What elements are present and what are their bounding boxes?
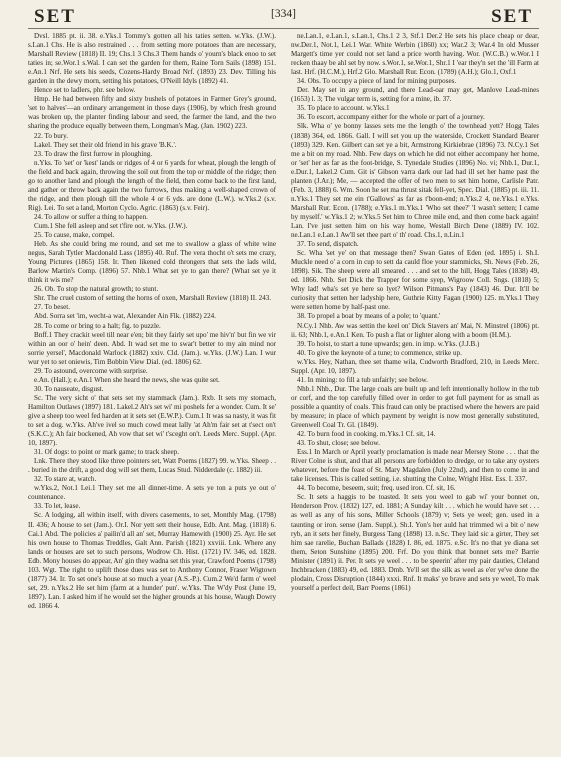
entry-paragraph: 41. In mining: to fill a tub unfairly; see below. bbox=[297, 375, 428, 384]
entry-paragraph: 33. To let, lease. bbox=[34, 502, 81, 511]
column-right bbox=[291, 32, 539, 748]
text-columns bbox=[28, 32, 539, 748]
entry-paragraph: 35. To place to account. w.Yks.1 bbox=[297, 104, 390, 113]
entry-paragraph: ne.Lan.1, e.Lan.1, s.Lan.1, Chs.1 2 3, Stf.1 Der.2 He sets his place cheap or dear, nw.Der.1, Not.1, Lei.1 War. White Werbin (1860) xx; War.2 3; War.4 In old Musser Margett's time yer could not set land a price worth having. Wor. (W.C.B.) w.Wor.1 I recken thaay be ahl set by now. s.Wor.1, se.Wor.1, Shr.1 I 'ear they'n set the 'ill Farm at last. Hrf. (H.C.M.), Hrf.2 Glo. Marshall Rur. Econ. (1789) (A.H.); Glo.1, Oxf.1 bbox=[291, 32, 539, 77]
entry-paragraph: 27. To beset. bbox=[34, 303, 71, 312]
running-head-left: SET bbox=[34, 6, 76, 27]
entry-paragraph: w.Yks. Hey, Nathan, thee set thame wila, Cudworth Bradford, 210, in Leeds Merc. Suppl. (Apr. 10, 1897). bbox=[291, 357, 539, 375]
entry-paragraph: Hence set to ladlers, phr. see below. bbox=[34, 86, 136, 95]
entry-paragraph: 28. To come or bring to a halt; fig. to puzzle. bbox=[34, 321, 161, 330]
entry-paragraph: Shr. The cruel custom of setting the horns of oxen, Marshall Review (1818) II. 243. bbox=[34, 294, 272, 303]
entry-paragraph: Cum.1 She fell asleep and set t'fire oot. w.Yks. (J.W.). bbox=[34, 221, 188, 230]
entry-paragraph: 22. To bury. bbox=[34, 131, 68, 140]
entry-paragraph: 39. To hoist, to start a tune upwards; gen. in imp. w.Yks. (J.J.B.) bbox=[297, 339, 480, 348]
entry-paragraph: Sc. It sets a haggis to be toasted. It sets you weel to gab wi' your bonnet on, Henderson Prov. (1832) 127, ed. 1881; A Sunday kilt . . . which he would have set . . . as well as any of his sons, Miller Schools (1879) v; Sets ye weel; gen. used in a taunting or iron. sense (Jam. Suppl.). Sh.I. Yon's her auld hat trimmed wi a bit o' new ryb, an it sets her finely, Burgess Tang (1898) 13. n.Sc. They laid sic a girter, They set him sae rarelie, Buchan Ballads (1828) I. 86, ed. 1875. e.Sc. It's no that ye diana set them, Seton Sunshine (1895) 200. Frf. Do you think that bonnet sets me? Barrie Minister (1891) ii. Per. It sets ye weel . . . to be speerin' after my pair dauties, Cleland Inchbracken (1883) 49, ed. 1883. Dmb. Ye'll set the silk as weel as e'er ye've done the plodain, Cross Disruption (1844) xxxi. Rnf. It maks' ye brave and sets ye weel, To mak yourself a perfect deil, Barr Poems (1861) bbox=[291, 493, 539, 592]
entry-paragraph: Ess.1 In March or April yearly proclamation is made near Mersey Stone . . . that the River Colne is shut, and that all persons are forbidden to dredge, or to take any oysters whatever, before the feast of St. Mary Magdalen (July 22nd), and then to come in and take licenses. This is called setting, i.e. shutting the Colne, Wright Hist. Ess. I. 337. bbox=[291, 448, 539, 484]
entry-paragraph: 34. Obs. To occupy a piece of land for mining purposes. bbox=[297, 77, 457, 86]
entry-paragraph: 30. To nauseate, disgust. bbox=[34, 384, 104, 393]
entry-paragraph: Der. May set in any ground, and there Lead-oar may get, Manlove Lead-mines (1653) l. 3; The vulgar term is, setting for a mine, ib. 37. bbox=[291, 86, 539, 104]
entry-paragraph: 23. To draw the first furrow in ploughing. bbox=[34, 149, 153, 158]
entry-paragraph: 31. Of dogs: to point or mark game; to track sheep. bbox=[34, 448, 179, 457]
entry-paragraph: Sc. Wha 'set ye' on that message then? Swan Gates of Eden (ed. 1895) i. Sh.I. Muckle need o' a corn in cup to sett da cauld floe your stammicks, Sh. News (Feb. 26, 1898). Sik. The sheep were all smeared . . . and set to the hill, Hogg Tales (1838) 49, ed. 1866. Nhb. Set Dick the Trapper for some syep, Wigroow Coll. Sngs. (1818) 5; Why lad! wha's set ye here so lyet? Wilson Pitmans's Pay (1843) 46. Dur. It'll be curiosity that setten her ladyship here, Guthrie Kitty Fagan (1900) 125. m.Yks.1 They were setten home by half-past one. bbox=[291, 249, 539, 312]
entry-paragraph: 36. To escort, accompany either for the whole or part of a journey. bbox=[297, 113, 485, 122]
entry-paragraph: Lakel. They set their old friend in his grave 'B.K.'. bbox=[34, 140, 177, 149]
entry-paragraph: w.Yks.2, Not.1 Lei.1 They set me all dinner-time. A sets ye ton a puts ye out o' countenance. bbox=[28, 484, 276, 502]
entry-paragraph: Abd. Sorra set 'im, wecht-a wat, Alexander Ain Flk. (1882) 224. bbox=[34, 312, 216, 321]
running-head-right: SET bbox=[491, 6, 533, 27]
entry-paragraph: e.An. (Hall.); e.An.1 When she heard the news, she was quite set. bbox=[34, 375, 220, 384]
entry-paragraph: 42. To burn food in cooking. m.Yks.1 Cf. sit, 14. bbox=[297, 430, 436, 439]
entry-paragraph: Sc. The very sicht o' that sets set my stammack (Jam.). Rxb. It sets my stomach, Hamilton Outlaws (1897) 181. Lakel.2 Ah's set wi' mi poshels fer a wonder. Cum. It se' give a sheep too weel fed harden at it sets set (E.W.P.). Cum.1 It was sa nasty, it was fit to set a dog. w.Yks. Ah've ivel so much cowd meat lally 'at Ah'm fair set at t'sect on't (S.K.C.); Ah fair bockened, Ah vow that set wi' t'sceght on't. Leeds Merc. Suppl. (Apr. 10, 1897). bbox=[28, 393, 276, 448]
entry-paragraph: Dvsl. 1885 pt. ii. 38. e.Yks.1 Tommy's gotten all his taties setten. w.Yks. (J.W.). s.Lan.1 Chs. He is also restrained . . . from setting more potatoes than are necessary, Marshall Review (1818) II. 19; Chs.1 3 Chs.3 Them hands o' yourn's black enoo to set taties in; se.Wor.1 s.Wal. I can set the garden for them, Raine Torn Sails (1898) 151. e.An.1 Nrf. He sets his seeds, Cozens-Hardy Broad Nrf. (1893) 23. Dev. Tilling his garden in the dewy morn, setting his potatoes, O'Neill Idyls (1892) 41. bbox=[28, 32, 276, 86]
entry-paragraph: 44. To become, beseem, suit; freq. used iron. Cf. sit, 16. bbox=[297, 484, 456, 493]
entry-paragraph: 37. To send, dispatch. bbox=[297, 240, 359, 249]
entry-paragraph: 26. Ob. To stop the natural growth; to stunt. bbox=[34, 285, 159, 294]
entry-paragraph: 32. To stare at, watch. bbox=[34, 475, 97, 484]
entry-paragraph: Nhb.1 Nhb., Dur. The large coals are built up and left intentionally hollow in the tub or corf, and the top carefully filled over in order to get full payment for as small as possible a quantity of coals. This fraud can only be practised where the hewers are paid by measure; in place of which payment by weight is now most generally substituted, Greenwell Coal Tr. Gl. (1849). bbox=[291, 384, 539, 430]
page-header bbox=[28, 6, 539, 29]
entry-paragraph: 40. To give the keynote of a tune; to commence, strike up. bbox=[297, 348, 462, 357]
entry-paragraph: N.Cy.1 Nhb. Aw was settin the keel on' Dick Stavers an' Mai, N. Minstrel (1806) pt. ii. 63; Nhb.1, e.An.1 Ken. To push a flat or lighter along with a boom (H.M.). bbox=[291, 321, 539, 339]
entry-paragraph: Sc. A lodging, all within itself, with divers casements, to set, Monthly Mag. (1798) II. 436; A house to set (Jam.). Or.I. Nor yett sett their house, Edb. Ant. Mag. (1818) 6. Cai.1 Abd. The policies a' pailin'd all an' set, Murray Hamewith (1900) 25. Ayr. He set his own house to Thomas Treddles, Galt Ann. Parish (1821) xxviii. Lnk. Where any lands or houses are set to such persons, Wodrow Ch. Hist. (1721) IV. 346, ed. 1828. Edb. Mony houses do appear, An' gin they wadna set this year, Crawford Poems (1798) 103. Wgt. The right to uplift those dues was set to Anthony Connor, Fraser Wigtown (1877) 34. Ir. To set one's house at so much a year (A.S.-P.). Cum.2 We'd farm o' weel set, 29. n.Yks.2 He set him (farm at a hunder' pun'. w.Yks. The W'dy Post (June 19, 1897). Lan. I asked him if he would set the higher grounds at his house, Waugh Dowry ed. 1866 4. bbox=[28, 511, 276, 610]
entry-paragraph: Bnff.1 They crackit weel till near e'en; bit they fairly set upo' me hiv'n' but fin we vir within an oor o' hein' deen. Abd. It wad set me to swar't better to my ain mind nor sorrie yersel', Macdonald Warlock (1882) xxiv. Cld. (Jam.). w.Yks. (J.W.) Lan. I wur wur yet to set oniewis, Tim Bobbin View Dial. (ed. 1806) 62. bbox=[28, 330, 276, 366]
entry-paragraph: 24. To allow or suffer a thing to happen. bbox=[34, 212, 148, 221]
page-number: [334] bbox=[271, 8, 296, 20]
entry-paragraph: Slk. Wha o' ye bonny lasses sets me the length o' the townhead yett? Hogg Tales (1838) 364, ed. 1866. Gall. I will set you up the waterside, Crockett Standard Bearer (1893) 329. Ken. Gilbert can set ye a bit, Armstrong Kirkiebrae (1896) 73. N.Cy.1 Set me a bit on my road. Nhb. Few days on which he did not either accompany her home, or 'set' her as far as the foot-bridge, S. Tynedale Studies (1896) No. vi; Nhb.1, Dur.1, e.Dur.1, Lakel.2 Cum. Git is' Gibson varra dark our lad had ill set her hame past the planten (J.Ar.); Me, — accepted the offer of two men to set him home, Carlisle Patr. (Feb. 3, 1888) 6. Wm. Soon he set ma thrust sitak fell-yet, Spec. Dial. (1885) pt. iii. 11. n.Yks.1 They set me ein t'Gallows' as far as t'boon-end; n.Yks.2 4, ne.Yks.1 e.Yks. Marshall Rur. Econ. (1788); e.Yks.1 m.Yks.1 'Who set thee?' 'I wasn't setten; I came by myself.' w.Yks.1 2; w.Yks.5 Set him to Chree mile end, and then come back again! Lan. I've just setten him on his way home, Westall Birch Dene (1889) IV. 102. ne.Lan.1 e.Lan.1 Aw'll set thee part o' th' road. Chs.1, n.Lin.1 bbox=[291, 122, 539, 240]
entry-paragraph: Hmp. He had between fifty and sixty bushels of potatoes in Farmer Grey's ground, 'set to halves'—an ordinary arrangement in those days (1906), by which fresh ground was broken up, the planter finding labour and seed, the farmer the land, and the two sharing the produce equally between them, Longman's Mag. (Jan. 1902) 223. bbox=[28, 95, 276, 131]
entry-paragraph: 29. To astound, overcome with surprise. bbox=[34, 366, 148, 375]
entry-paragraph: 38. To propel a boat by means of a pole; to 'quant.' bbox=[297, 312, 441, 321]
entry-paragraph: 25. To cause, make, compel. bbox=[34, 231, 115, 240]
column-left bbox=[28, 32, 276, 748]
entry-paragraph: Lnk. There they stood like three pointers set, Watt Poems (1827) 99. w.Yks. Sheep . . . buried in the drift, a good dog will set them, Lucas Stud. Nidderdale (c. 1882) iii. bbox=[28, 457, 276, 475]
entry-paragraph: n.Yks. To 'set' or 'kest' lands or ridges of 4 or 6 yards for wheat, plough the length of the field and back again, throwing the soil out from the top or middle of the ridge; then go to another land and plough the length of the field, then come back to the first land, and gather or throw back again the two furrows, thus making a well-shaped crown of the ridge, and then plough till the whole 4 or 6 yds. are done (L.W.). w.Yks.2 (s.v. Rig). Lei. To set a land, Morton Cyclo. Agric. (1863) (s.v. Feir). bbox=[28, 158, 276, 212]
entry-paragraph: Heb. As she could bring me round, and set me to swallow a glass of white wine negus, Sarah Tytler Macdonald Lass (1895) 40. Ruf. The vera thocht o't sets me crazy, Young Pictures (1865) 158. Ir. Then likened cold throngers that sets the lads wild, Barlow Martin's Comp. (1896) 57. Nhb.1 What set ye to gan there? (What set ye it think it wis me? bbox=[28, 240, 276, 285]
entry-paragraph: 43. To shut, close; see below. bbox=[297, 439, 380, 448]
